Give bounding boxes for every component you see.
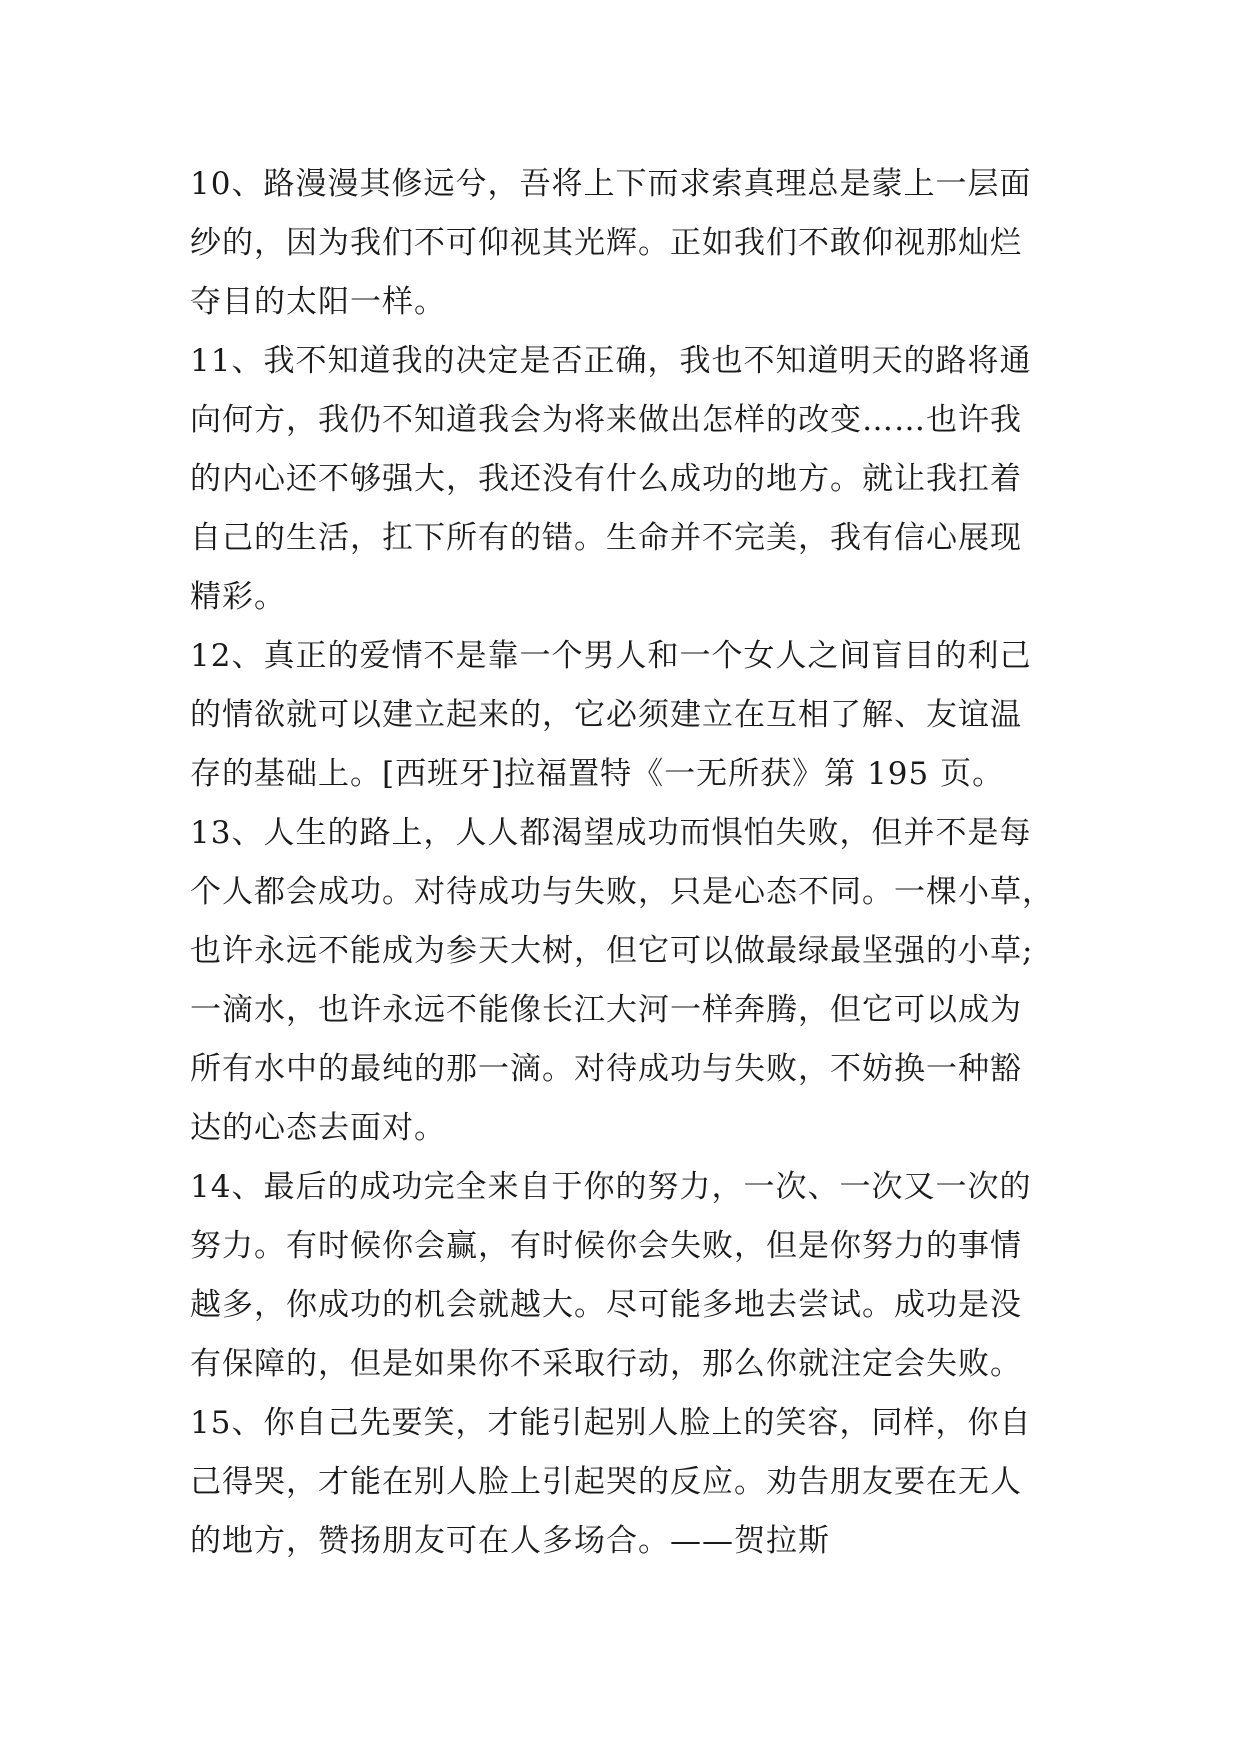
text-line: 自己的生活，扛下所有的错。生命并不完美，我有信心展现 — [190, 520, 1022, 556]
text-line: 12、真正的爱情不是靠一个男人和一个女人之间盲目的利己 — [190, 638, 1032, 674]
text-line: 存的基础上。[西班牙]拉福置特《一无所获》第 195 页。 — [190, 756, 1005, 792]
text-line: 夺目的太阳一样。 — [190, 284, 446, 320]
text-line: 一滴水，也许永远不能像长江大河一样奔腾，但它可以成为 — [190, 992, 1022, 1028]
text-line: 精彩。 — [190, 579, 286, 615]
text-line: 的内心还不够强大，我还没有什么成功的地方。就让我扛着 — [190, 461, 1022, 497]
text-line: 的情欲就可以建立起来的，它必须建立在互相了解、友谊温 — [190, 697, 1022, 733]
text-line: 己得哭，才能在别人脸上引起哭的反应。劝告朋友要在无人 — [190, 1464, 1022, 1500]
quote-paragraph-10 — [190, 155, 1070, 332]
text-line: 也许永远不能成为参天大树，但它可以做最绿最坚强的小草; — [190, 933, 1034, 969]
text-line: 努力。有时候你会赢，有时候你会失败，但是你努力的事情 — [190, 1228, 1022, 1264]
text-line: 15、你自己先要笑，才能引起别人脸上的笑容，同样，你自 — [190, 1405, 1032, 1441]
text-line: 的地方，赞扬朋友可在人多场合。——贺拉斯 — [190, 1523, 830, 1559]
quote-paragraph-14 — [190, 1158, 1070, 1394]
text-line: 越多，你成功的机会就越大。尽可能多地去尝试。成功是没 — [190, 1287, 1022, 1323]
quote-paragraph-13 — [190, 804, 1070, 1158]
text-line: 向何方，我仍不知道我会为将来做出怎样的改变……也许我 — [190, 402, 1022, 438]
text-line: 达的心态去面对。 — [190, 1110, 446, 1146]
document-body — [190, 155, 1070, 1571]
text-line: 11、我不知道我的决定是否正确，我也不知道明天的路将通 — [190, 343, 1032, 379]
text-line: 14、最后的成功完全来自于你的努力，一次、一次又一次的 — [190, 1169, 1032, 1205]
text-line: 10、路漫漫其修远兮，吾将上下而求索真理总是蒙上一层面 — [190, 166, 1032, 202]
text-line: 所有水中的最纯的那一滴。对待成功与失败，不妨换一种豁 — [190, 1051, 1022, 1087]
text-line: 13、人生的路上，人人都渴望成功而惧怕失败，但并不是每 — [190, 815, 1032, 851]
quote-paragraph-11 — [190, 332, 1070, 627]
text-line: 个人都会成功。对待成功与失败，只是心态不同。一棵小草， — [190, 874, 1054, 910]
text-line: 纱的，因为我们不可仰视其光辉。正如我们不敢仰视那灿烂 — [190, 225, 1022, 261]
quote-paragraph-12 — [190, 627, 1070, 804]
text-line: 有保障的，但是如果你不采取行动，那么你就注定会失败。 — [190, 1346, 1022, 1382]
quote-paragraph-15 — [190, 1394, 1070, 1571]
